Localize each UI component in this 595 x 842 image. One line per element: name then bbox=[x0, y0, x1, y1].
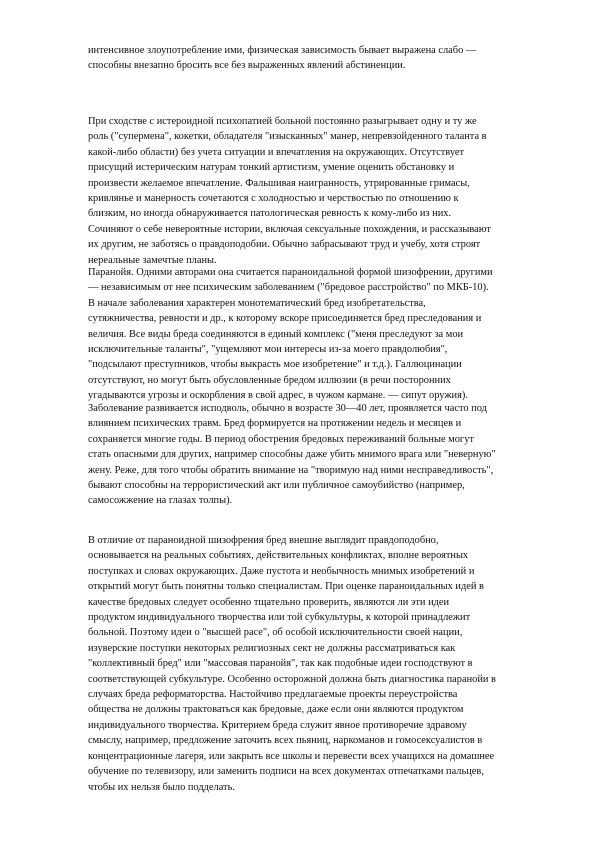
text-line: индивидуального творчества. Критерием бреда служит явное противоречие здравому bbox=[88, 719, 467, 731]
text-line: самосожжение на глазах толпы). bbox=[88, 495, 233, 507]
text-line: стать опасными для других, например способны даже убить мнимого врага или "неверную" bbox=[88, 449, 496, 461]
text-line: "коллективный бред" или "массовая паранойя", так как подобные идеи господствуют в bbox=[88, 658, 473, 670]
text-line: смыслу, например, предложение заточить всех пьяниц, наркоманов и гомосексуалистов в bbox=[88, 735, 483, 747]
text-line: сутяжничества, ревности и др., к которому вскоре присоединяется бред преследования и bbox=[88, 313, 482, 325]
text-line: В отличие от параноидной шизофрения бред внешне выглядит правдоподобно, bbox=[88, 535, 439, 546]
text-line: жену. Реже, для того чтобы обратить внимание на "творимую над ними несправедливость", bbox=[88, 464, 494, 476]
text-line: концентрационные лагеря, или закрыть все школы и перевести всех учащихся на домашнее bbox=[88, 750, 495, 762]
text-line: соответствующей субкультуре. Особенно осторожной должна быть диагностика паранойи в bbox=[88, 673, 496, 685]
text-line: случаях бреда реформаторства. Настойчиво предлагаемые проекты переустройства bbox=[88, 689, 458, 701]
text-line: сохраняется многие годы. В период обострения бредовых переживаний больные могут bbox=[88, 433, 474, 445]
text-line: обучение по телевизору, или заменить подписи на всех документах отпечатками пальцев, bbox=[88, 766, 484, 778]
text-line: угадываются угрозы и оскорбления в свой адрес, в чужом кармане. — сипут оружия). bbox=[88, 390, 468, 402]
text-line: основывается на реальных событиях, действительных конфликтах, вполне вероятных bbox=[88, 550, 469, 562]
paragraph-continuation bbox=[88, 43, 548, 74]
text-line: исключительные таланты", "ущемляют мои интересы из-за моего правдолюбия", bbox=[88, 344, 448, 356]
text-line: чтобы их нельзя было подделать. bbox=[88, 781, 235, 793]
text-line: Сочиняют о себе невероятные истории, включая сексуальные похождения, и рассказывают bbox=[88, 223, 491, 235]
text-line: способны внезапно бросить все без выраженных явлений абстиненции. bbox=[88, 60, 406, 72]
text-line: Заболевание развивается исподволь, обычно в возрасте 30—40 лет, проявляется часто под bbox=[88, 403, 487, 414]
text-line: интенсивное злоупотребление ими, физическая зависимость бывает выражена слабо — bbox=[88, 45, 477, 56]
text-line: присущий истерическим натурам тонкий артистизм, умение оценить обстановку и bbox=[88, 162, 455, 174]
text-line: влиянием психических травм. Бред формируется на протяжении недель и месяцев и bbox=[88, 418, 462, 430]
text-line: При сходстве с истероидной психопатией больной постоянно разыгрывает одну и ту же bbox=[88, 116, 477, 127]
text-line: величия. Все виды бреда соединяются в единый комплекс ("меня преследуют за мои bbox=[88, 328, 464, 340]
paragraph-disease-development bbox=[88, 401, 548, 509]
text-line: их другим, не заботясь о правдоподобии. Обычно забрасывают труд и учебу, хотя строят bbox=[88, 239, 481, 251]
text-line: изуверские поступки некоторых религиозных сект не должны рассматриваться как bbox=[88, 642, 456, 654]
paragraph-differential-diagnosis bbox=[88, 533, 548, 795]
text-line: общества не должны трактоваться как бредовые, даже если они являются продуктом bbox=[88, 704, 464, 716]
text-line: — независимым от нее психическим заболеванием ("бредовое расстройство" по МКБ-10). bbox=[88, 282, 489, 294]
text-line: "подсылают преступников, чтобы выкрасть мое изобретение" и т.д.). Галлюцинации bbox=[88, 359, 462, 371]
text-line: роль ("супермена", кокетки, обладателя "изысканных" манер, непревзойденного таланта в bbox=[88, 131, 487, 143]
text-line: больной. Поэтому идеи о "высшей расе", об особой исключительности своей нации, bbox=[88, 627, 463, 639]
text-line: качестве бредовых следует особенно тщательно проверить, являются ли эти идеи bbox=[88, 596, 450, 608]
text-line: нереальные замечтые планы. bbox=[88, 254, 217, 266]
paragraph-psychopathy-comparison bbox=[88, 114, 548, 268]
text-line: В начале заболевания характерен монотематический бред изобретательства, bbox=[88, 297, 426, 309]
text-line: бывают способны на террористический акт или публичное самоубийство (например, bbox=[88, 480, 465, 492]
paragraph-paranoia-definition bbox=[88, 265, 548, 404]
text-line: поступках и словах окружающих. Даже пустота и необычность мнимых изобретений и bbox=[88, 565, 475, 577]
text-line: продуктом индивидуального творчества или той субкультуры, к которой принадлежит bbox=[88, 612, 471, 624]
text-line: произвести желаемое впечатление. Фальшивая наигранность, утрированные гримасы, bbox=[88, 177, 470, 189]
text-line: близким, но иногда обнаруживается патологическая ревность к кому-либо из них. bbox=[88, 208, 452, 220]
text-line: какой-либо области) без учета ситуации и впечатления на окружающих. Отсутствует bbox=[88, 146, 465, 158]
text-line: Паранойя. Одними авторами она считается параноидальной формой шизофрении, другими bbox=[88, 267, 493, 278]
text-line: отсутствуют, но могут быть обусловленные бредом иллюзии (в речи посторонних bbox=[88, 374, 451, 386]
text-line: кривлянье и манерность сочетаются с холодностью и черствостью по отношению к bbox=[88, 193, 459, 205]
text-line: открытий могут быть понятны только специалистам. При оценке параноидальных идей в bbox=[88, 581, 484, 593]
